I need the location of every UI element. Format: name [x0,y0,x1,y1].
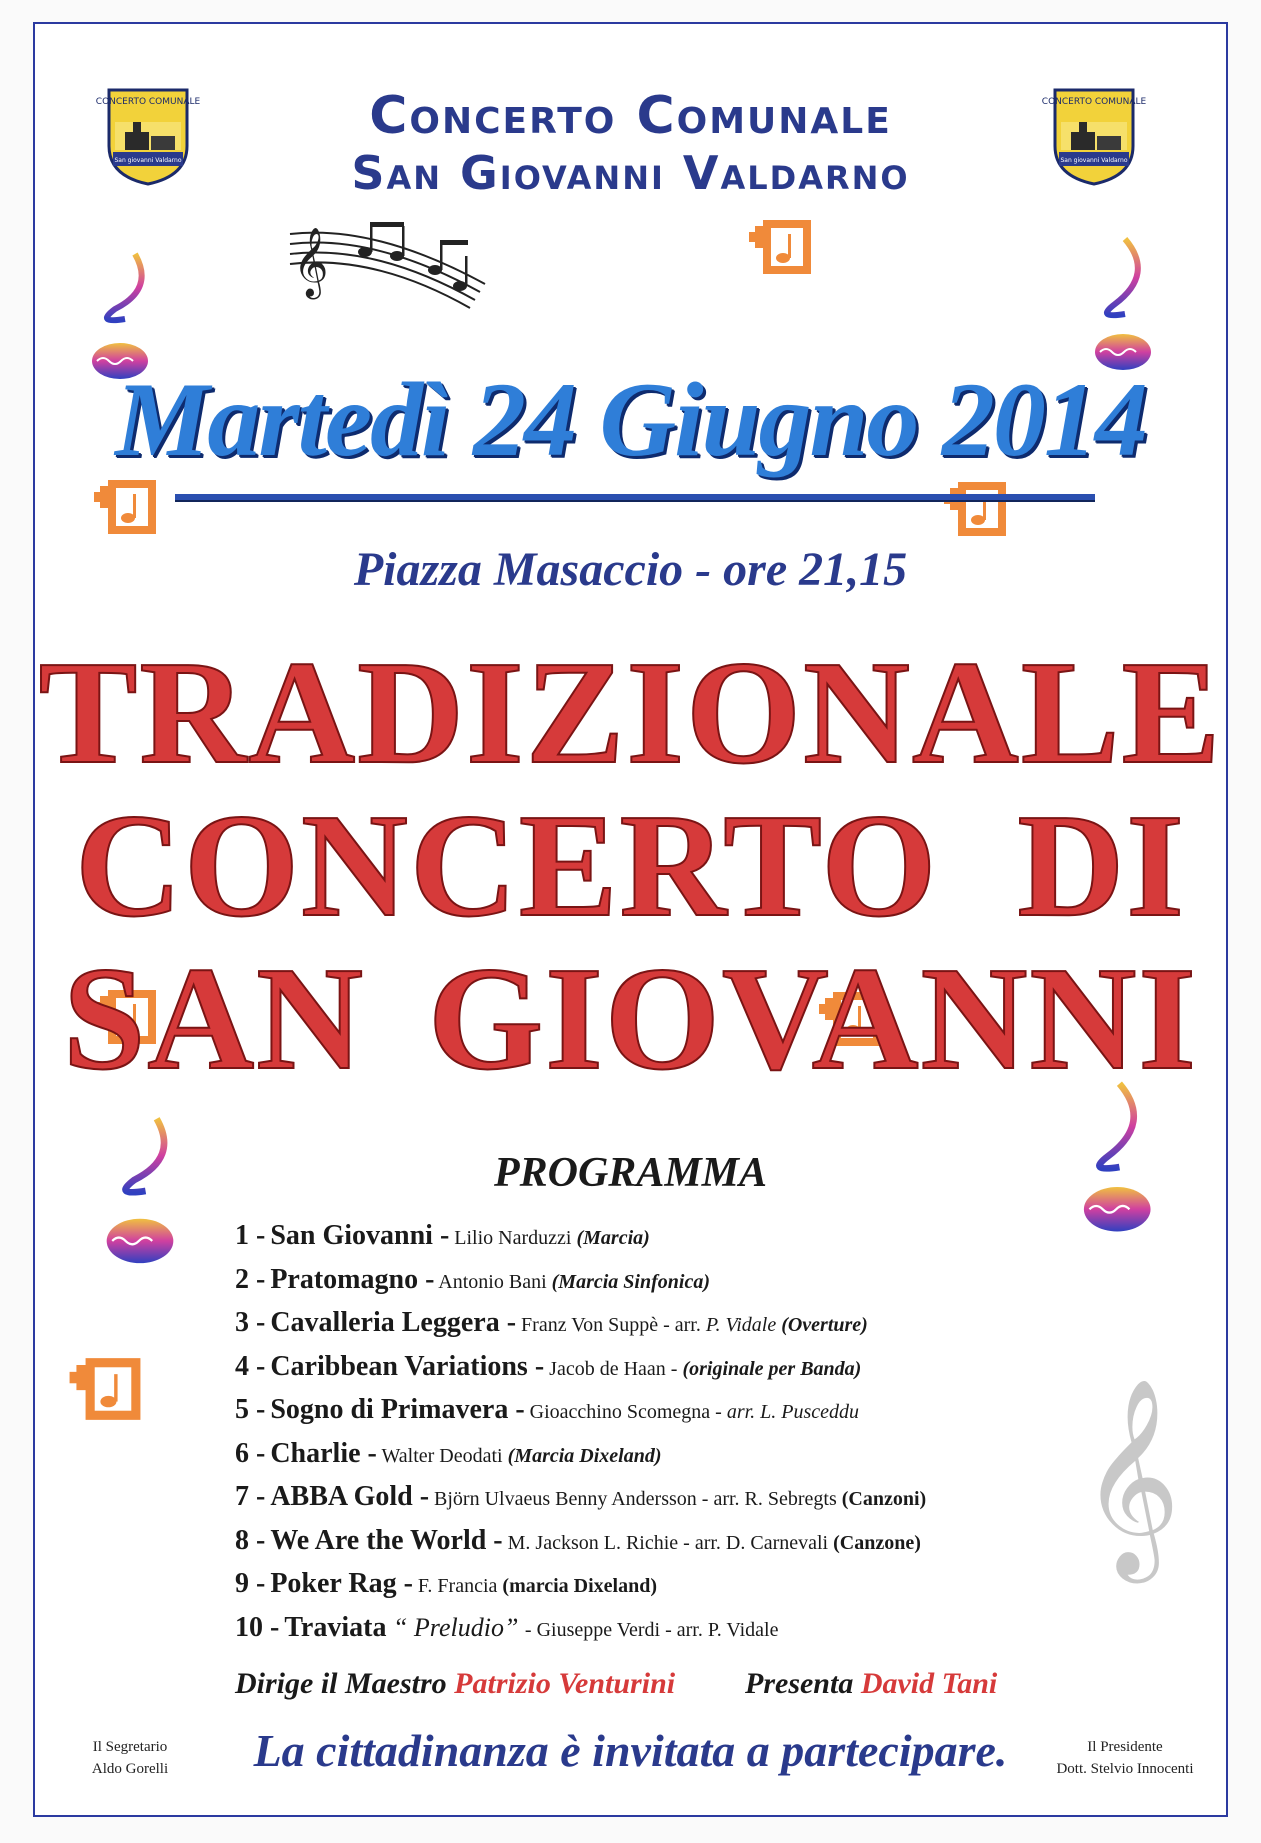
item-author: Jacob de Haan - [544,1357,683,1380]
programma-item [235,1475,1135,1519]
item-number: 9 - [235,1568,266,1599]
item-title: Cavalleria Leggera - [270,1307,517,1338]
presenter-name: David Tani [860,1667,998,1700]
emblem-text-bottom: San giovanni Valdarno [114,157,182,164]
item-arranger: arr. L. Pusceddu [726,1401,860,1423]
secretary-signature [75,1736,185,1780]
programma-item [235,1519,1135,1563]
item-author: Lilio Narduzzi [449,1227,577,1249]
item-title: Sogno di Primavera - [270,1394,525,1425]
programma-item [235,1562,1135,1606]
item-title: We Are the World - [270,1524,503,1556]
conductor-name: Patrizio Venturini [454,1667,676,1700]
item-author: Gioacchino Scomegna - [524,1401,727,1423]
item-title: Caribbean Variations - [270,1350,545,1382]
president-name: Dott. Stelvio Innocenti [1056,1761,1194,1777]
item-title: ABBA Gold - [270,1481,430,1512]
item-genre: (Marcia Sinfonica) [551,1270,710,1293]
emblem-text-bottom: San giovanni Valdarno [1060,157,1128,164]
item-author: Antonio Bani [434,1270,552,1293]
music-note-icon [65,1349,145,1429]
item-number: 8 - [235,1524,266,1556]
item-title: Charlie - [270,1437,377,1469]
secretary-name: Aldo Gorelli [91,1761,169,1777]
item-genre: (Marcia) [576,1227,650,1249]
programma-item [235,1214,1135,1258]
item-title: Traviata [284,1611,387,1643]
item-number: 7 - [235,1481,266,1512]
item-genre: (marcia Dixeland) [502,1575,658,1597]
secretary-role: Il Segretario [92,1739,168,1755]
item-number: 1 - [235,1220,266,1251]
emblem-text-top: CONCERTO COMUNALE [95,97,201,107]
item-number: 3 - [235,1307,266,1338]
music-note-icon [90,472,160,542]
programma-list [235,1214,1135,1649]
programma-item [235,1388,1135,1432]
item-author: Franz Von Suppè - arr. [516,1314,706,1336]
item-author: - Giuseppe Verdi - arr. P. Vidale [524,1618,779,1641]
item-title: Poker Rag - [270,1568,413,1599]
programma-item [235,1432,1135,1476]
event-date: Martedì 24 Giugno 2014 [115,361,1146,478]
item-number: 6 - [235,1437,266,1469]
date-underline [175,494,1095,502]
presenter-label: Presenta [745,1667,861,1700]
item-number: 2 - [235,1263,266,1295]
svg-text:𝄞: 𝄞 [1080,1377,1181,1575]
item-title: San Giovanni - [270,1220,450,1251]
item-author: F. Francia [412,1575,503,1597]
item-genre: (Overture) [781,1314,868,1336]
programma-item [235,1258,1135,1302]
svg-text:𝄞: 𝄞 [293,227,329,297]
item-number: 10 - [235,1611,280,1643]
invite-text: La cittadinanza è invitata a partecipare. [253,1725,1008,1776]
item-arranger: P. Vidale [705,1314,782,1336]
programma-item [235,1606,1135,1650]
poster [33,22,1228,1817]
president-signature [1035,1736,1215,1780]
programma-item [235,1301,1135,1345]
item-genre: (Canzone) [833,1531,921,1554]
item-genre: (Canzoni) [841,1488,927,1510]
title-line1: TRADIZIONALE [38,631,1223,795]
music-note-icon [940,474,1010,544]
music-note-icon [745,212,815,282]
event-venue: Piazza Masaccio - ore 21,15 [353,543,908,596]
item-number: 5 - [235,1394,266,1425]
title-line2: CONCERTO DI [75,784,1186,948]
item-author: Björn Ulvaeus Benny Andersson - arr. R. Sebregts [429,1488,842,1510]
president-role: Il Presidente [1087,1739,1163,1755]
conductor-credit [235,1667,675,1701]
emblem-text-top: CONCERTO COMUNALE [1041,97,1147,107]
title-line3: SAN GIOVANNI [63,937,1198,1101]
item-genre: (originale per Banda) [682,1357,862,1380]
item-number: 4 - [235,1350,266,1382]
music-staff-graphic [285,204,495,314]
item-genre: (Marcia Dixeland) [507,1444,662,1467]
header-line1: Concerto Comunale [369,86,892,146]
programma-item [235,1345,1135,1389]
item-author: M. Jackson L. Richie - arr. D. Carnevali [502,1531,834,1554]
presenter-credit [745,1667,997,1701]
programma-heading: PROGRAMMA [493,1150,768,1196]
item-author: Walter Deodati [376,1444,508,1467]
conductor-label: Dirige il Maestro [235,1667,455,1700]
item-subtitle: “ Preludio” [386,1612,525,1642]
item-title: Pratomagno - [270,1263,435,1295]
header-line2: San Giovanni Valdarno [351,146,910,200]
